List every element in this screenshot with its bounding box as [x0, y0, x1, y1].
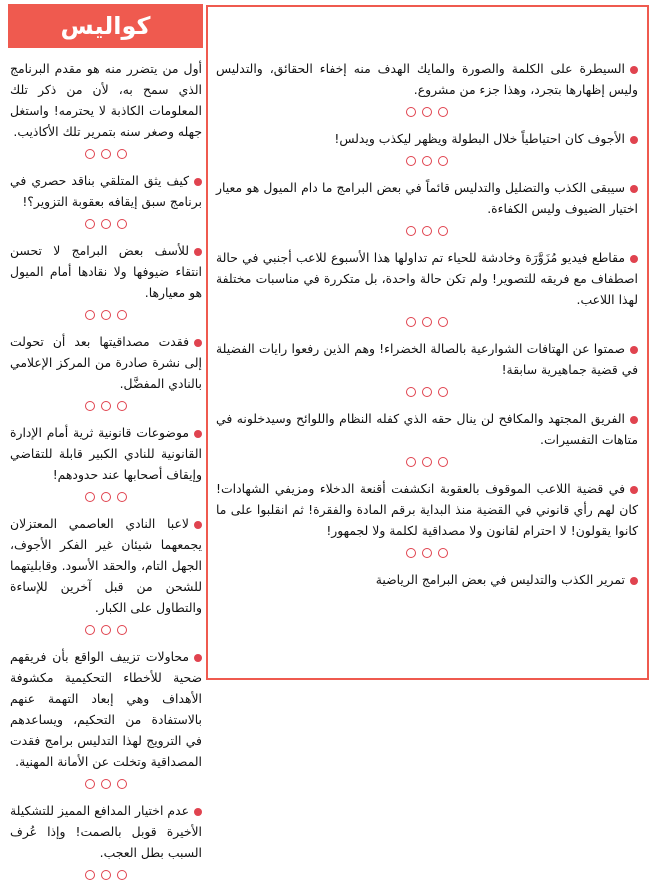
- bullet-icon: [194, 654, 202, 662]
- separator: [216, 452, 638, 474]
- bullet-icon: [194, 339, 202, 347]
- list-item: كيف يثق المتلقي بناقد حصري في برنامج سبق إيقافه بعقوبة التزوير؟!: [10, 173, 202, 209]
- list-item: الأجوف كان احتياطياً خلال البطولة ويظهر ليكذب ويدلس!: [216, 128, 638, 149]
- list-item: تمرير الكذب والتدليس في بعض البرامج الرياضية: [216, 569, 638, 590]
- bullet-icon: [194, 178, 202, 186]
- bullet-icon: [630, 136, 638, 144]
- separator: [10, 774, 202, 796]
- separator: [216, 102, 638, 124]
- bullet-icon: [194, 521, 202, 529]
- separator: [216, 382, 638, 404]
- list-item: موضوعات قانونية ثرية أمام الإدارة القانونية للنادي الكبير قابلة للتقاضي وإيقاف أصحابها عند حدودهم!: [10, 425, 202, 482]
- separator: [10, 487, 202, 509]
- list-item: مقاطع فيديو مُزَوَّرَة وخادشة للحياء تم تداولها هذا الأسبوع للاعب أجنبي في حالة اصطفاف مع فريقه للتصوير! ولم تكن حالة واحدة، بل متكررة في مناسبات مختلفة لهذا اللاعب.: [216, 250, 638, 307]
- separator: [216, 221, 638, 243]
- separator: [10, 396, 202, 418]
- separator: [10, 620, 202, 642]
- list-item: الفريق المجتهد والمكافح لن ينال حقه الذي كفله النظام واللوائح وسيدخلونه في متاهات التفسيرات.: [216, 411, 638, 447]
- list-item: السيطرة على الكلمة والصورة والمايك الهدف منه إخفاء الحقائق، والتدليس وليس إظهارها بتجرد، وهذا جزء من مشروع.: [216, 61, 638, 97]
- bullet-icon: [630, 416, 638, 424]
- list-item: صمتوا عن الهتافات الشوارعية بالصالة الخضراء! وهم الذين رفعوا رايات الفضيلة في قضية جماهيرية سابقة!: [216, 341, 638, 377]
- bullet-icon: [630, 185, 638, 193]
- section-title: كواليس: [8, 4, 203, 48]
- separator: [10, 214, 202, 236]
- bullet-icon: [194, 430, 202, 438]
- bullet-icon: [630, 346, 638, 354]
- bullet-icon: [630, 577, 638, 585]
- list-item: محاولات تزييف الواقع بأن فريقهم ضحية للأخطاء التحكيمية مكشوفة الأهداف وهي إبعاد التهمة عنهم بالاستفادة من التحكيم، ويساعدهم في الترويج لهذا التدليس برامج فقدت المصداقية وتخلت عن الأمانة المهنية.: [10, 649, 202, 769]
- bullet-icon: [630, 486, 638, 494]
- bullet-icon: [194, 808, 202, 816]
- separator: [216, 312, 638, 334]
- separator: [10, 305, 202, 327]
- bullet-icon: [630, 66, 638, 74]
- right-column: [216, 58, 638, 590]
- separator: [10, 865, 202, 887]
- list-item: أول من يتضرر منه هو مقدم البرنامج الذي سمح به، لأن من ذكر تلك المعلومات الكاذبة لا يحترمه! واستغل جهله وصغر سنه بتمرير تلك الأكاذيب.: [10, 61, 202, 139]
- list-item: عدم اختيار المدافع المميز للتشكيلة الأخيرة قوبل بالصمت! وإذا عُرف السبب بطل العجب.: [10, 803, 202, 860]
- bullet-icon: [194, 248, 202, 256]
- list-item: سيبقى الكذب والتضليل والتدليس قائماً في بعض البرامج ما دام الميول هو معيار اختيار الضيوف وليس الكفاءة.: [216, 180, 638, 216]
- list-item: للأسف بعض البرامج لا تحسن انتقاء ضيوفها ولا نقادها أمام الميول هو معيارها.: [10, 243, 202, 300]
- separator: [216, 543, 638, 565]
- separator: [10, 144, 202, 166]
- list-item: فقدت مصداقيتها بعد أن تحولت إلى نشرة صادرة من المركز الإعلامي بالنادي المفضَّل.: [10, 334, 202, 391]
- list-item: لاعبا النادي العاصمي المعتزلان يجمعهما شيئان غير الفكر الأجوف، الجهل التام، والحقد الأسود. وقابليتهما للشحن من قبل آخرين للإساءة والتطاول على الكبار.: [10, 516, 202, 615]
- left-column: [10, 58, 202, 891]
- bullet-icon: [630, 255, 638, 263]
- list-item: في قضية اللاعب الموقوف بالعقوبة انكشفت أقنعة الدخلاء ومزيفي الشهادات! كان لهم رأي قانوني في القضية منذ البداية برقم المادة والفقرة! ثم انقلبوا على ما كانوا يقولون! لا احترام لقانون ولا مصداقية لكلمة ولا لجمهور!: [216, 481, 638, 538]
- separator: [216, 151, 638, 173]
